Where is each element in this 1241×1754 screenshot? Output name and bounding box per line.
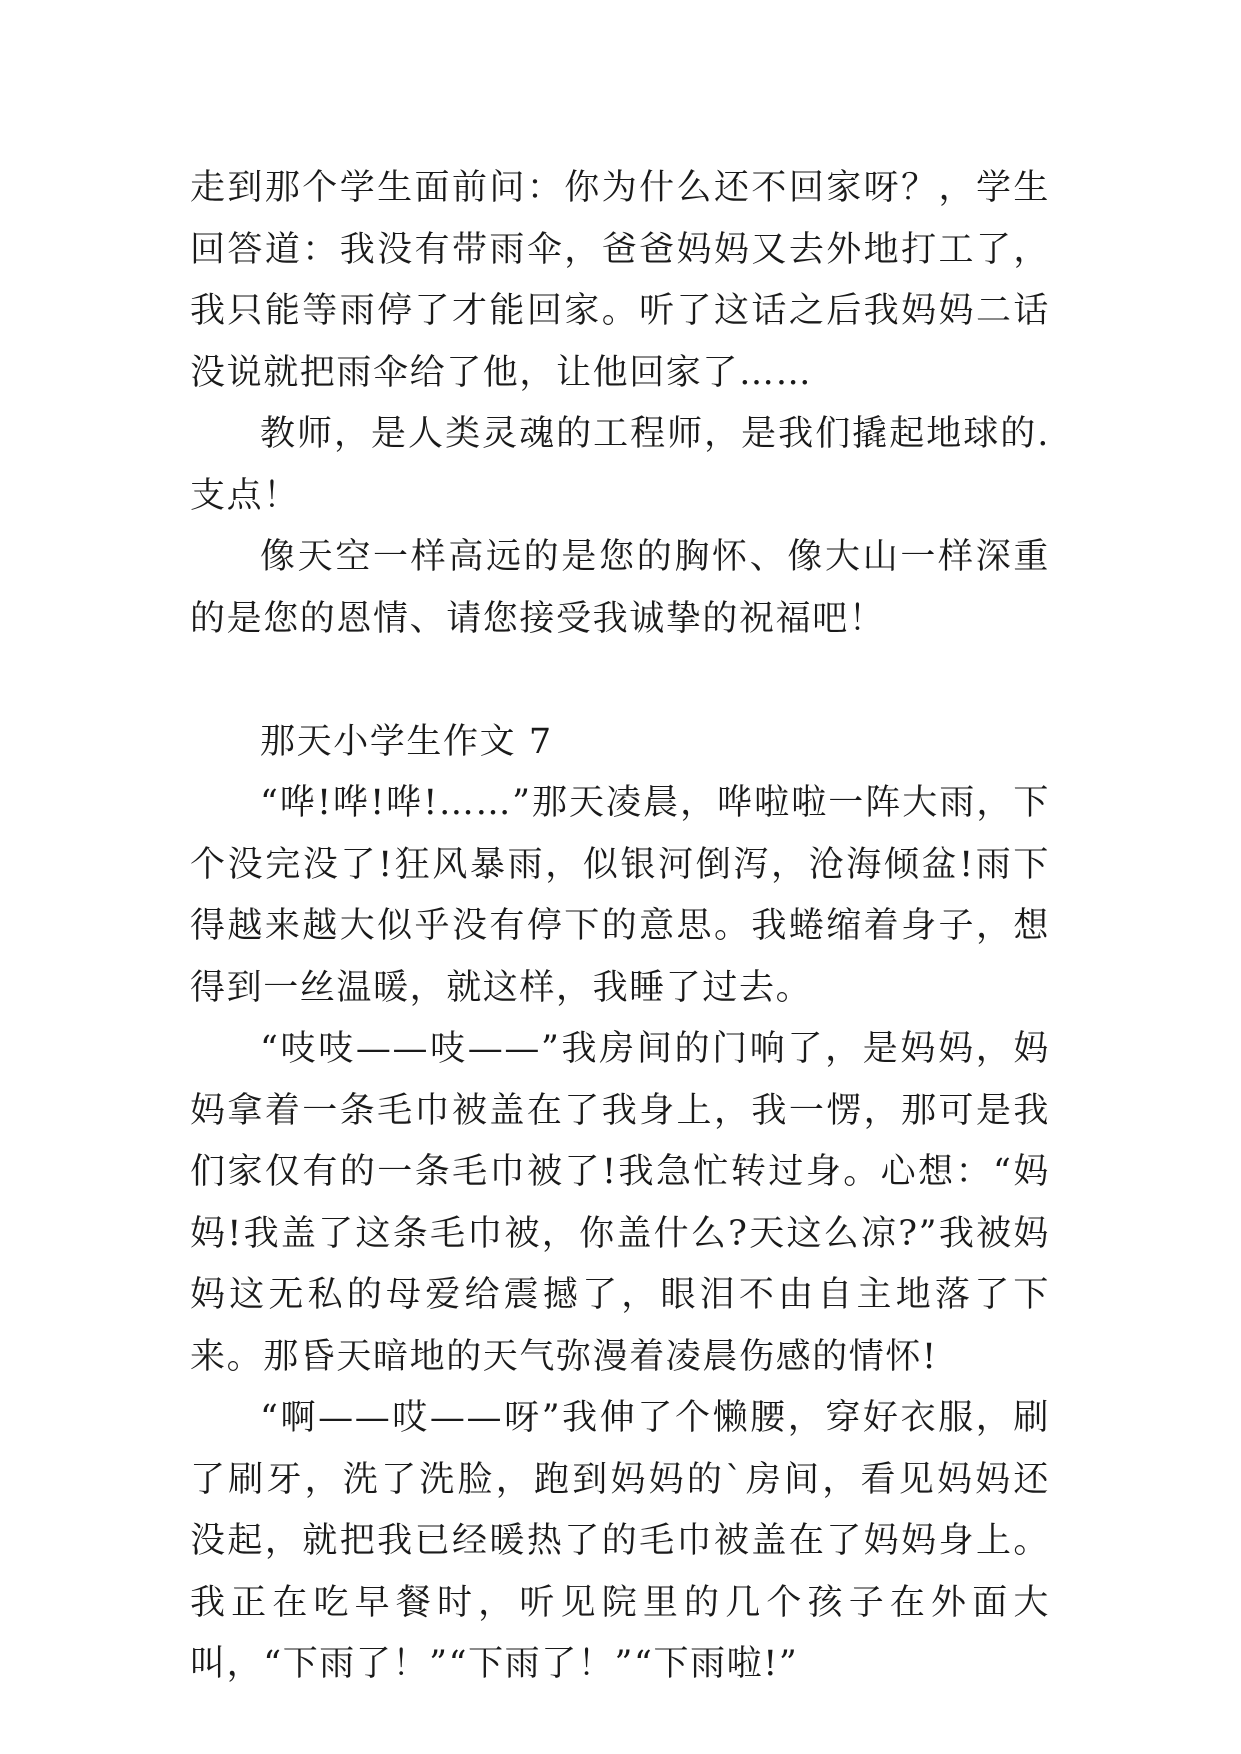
paragraph-morning: “啊——哎——呀”我伸了个懒腰，穿好衣服，刷了刷牙，洗了洗脸，跑到妈妈的`房间，看见妈妈还没起，就把我已经暖热了的毛巾被盖在了妈妈身上。我正在吃早餐时，听见院里的几个孩子在外面大叫，“下雨了！”“下雨了！”“下雨啦!” — [190, 1398, 1050, 1684]
section-title: 那天小学生作文 7 — [260, 721, 553, 762]
document-body — [190, 158, 1050, 1696]
paragraph-student-umbrella: 走到那个学生面前问：你为什么还不回家呀？，学生回答道：我没有带雨伞，爸爸妈妈又去外地打工了，我只能等雨停了才能回家。听了这话之后我妈妈二话没说就把雨伞给了他，让他回家了…… — [190, 168, 1050, 393]
paragraph-rain-night: “哗!哗!哗!……”那天凌晨，哗啦啦一阵大雨，下个没完没了!狂风暴雨，似银河倒泻，沧海倾盆!雨下得越来越大似乎没有停下的意思。我蜷缩着身子，想得到一丝温暖，就这样，我睡了过去。 — [190, 783, 1050, 1008]
paragraph-mother-blanket: “吱吱——吱——”我房间的门响了，是妈妈，妈妈拿着一条毛巾被盖在了我身上，我一愣，那可是我们家仅有的一条毛巾被了!我急忙转过身。心想：“妈妈!我盖了这条毛巾被，你盖什么?天这么凉?”我被妈妈这无私的母爱给震撼了，眼泪不由自主地落了下来。那昏天暗地的天气弥漫着凌晨伤感的情怀! — [190, 1029, 1050, 1377]
section-spacer — [190, 650, 1050, 712]
paragraph-teacher-blessing: 像天空一样高远的是您的胸怀、像大山一样深重的是您的恩情、请您接受我诚挚的祝福吧！ — [190, 537, 1050, 639]
paragraph-teacher-engineer: 教师，是人类灵魂的工程师，是我们撬起地球的.支点！ — [190, 414, 1050, 516]
